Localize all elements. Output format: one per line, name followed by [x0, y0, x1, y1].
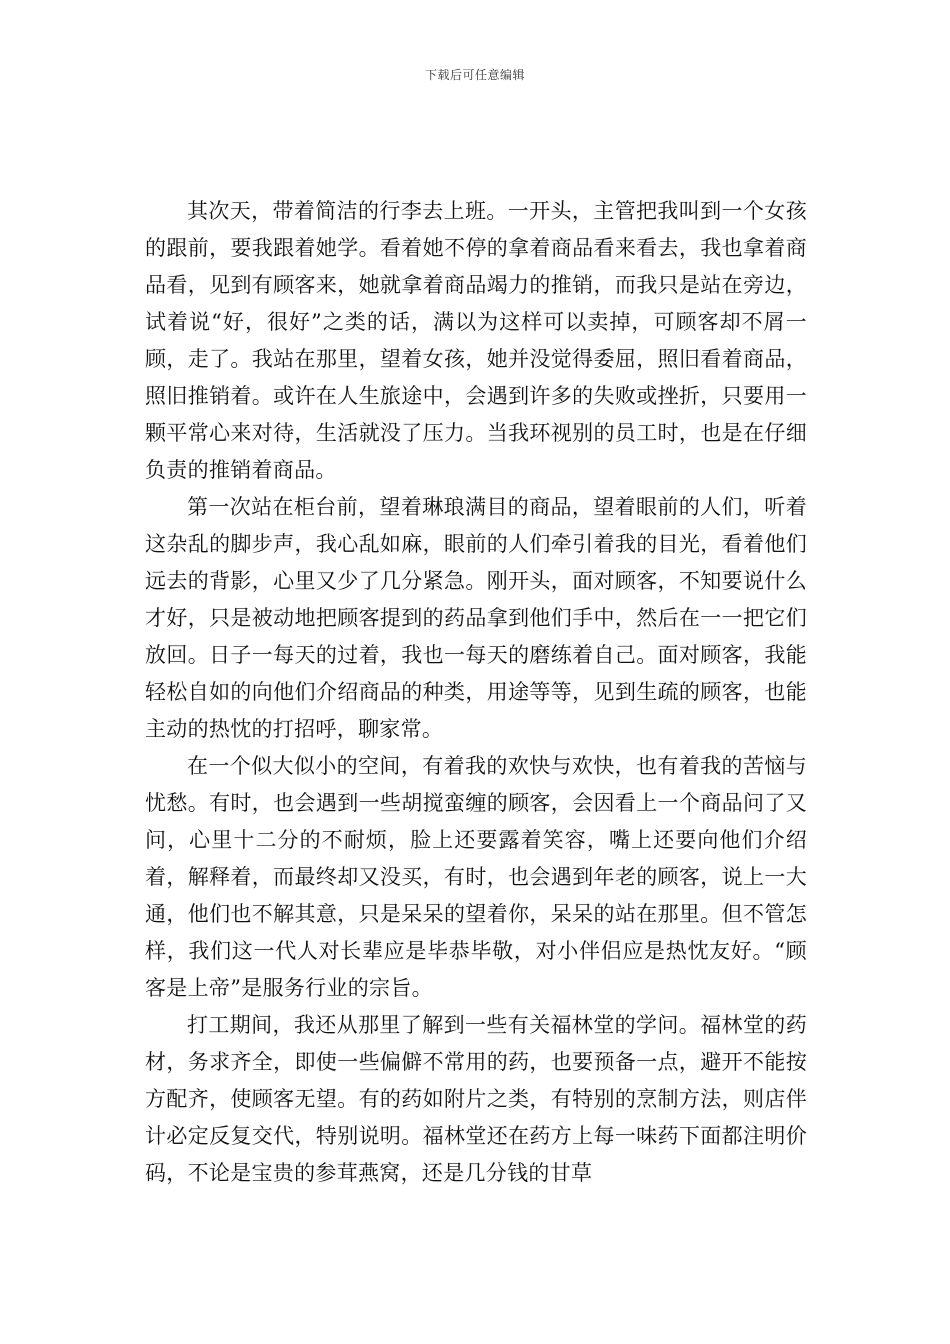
page-header: 下载后可任意编辑	[424, 68, 525, 82]
paragraph-2: 第一次站在柜台前，望着琳琅满目的商品，望着眼前的人们，听着这杂乱的脚步声，我心乱如麻，眼前的人们牵引着我的目光，看着他们远去的背影，心里又少了几分紧急。刚开头，面对顾客，不知要说什么才好，只是被动地把顾客提到的药品拿到他们手中，然后在一一把它们放回。日子一每天的过着，我也一每天的磨练着自己。面对顾客，我能轻松自如的向他们介绍商品的种类，用途等等，见到生疏的顾客，也能主动的热忱的打招呼，聊家常。	[145, 495, 807, 741]
paragraph-3: 在一个似大似小的空间，有着我的欢快与欢快，也有着我的苦恼与忧愁。有时，也会遇到一些胡搅蛮缠的顾客，会因看上一个商品问了又问，心里十二分的不耐烦，脸上还要露着笑容，嘴上还要向他们介绍着，解释着，而最终却又没买，有时，也会遇到年老的顾客，说上一大通，他们也不解其意，只是呆呆的望着你，呆呆的站在那里。但不管怎样，我们这一代人对长辈应是毕恭毕敬，对小伴侣应是热忱友好。“顾客是上帝”是服务行业的宗旨。	[145, 754, 807, 1000]
paragraph-1: 其次天，带着简洁的行李去上班。一开头，主管把我叫到一个女孩的跟前，要我跟着她学。看着她不停的拿着商品看来看去，我也拿着商品看，见到有顾客来，她就拿着商品竭力的推销，而我只是站在旁边，试着说“好，很好”之类的话，满以为这样可以卖掉，可顾客却不屑一顾，走了。我站在那里，望着女孩，她并没觉得委屈，照旧看着商品，照旧推销着。或许在人生旅途中，会遇到许多的失败或挫折，只要用一颗平常心来对待，生活就没了压力。当我环视别的员工时，也是在仔细负责的推销着商品。	[145, 199, 807, 482]
paragraph-4: 打工期间，我还从那里了解到一些有关福林堂的学问。福林堂的药材，务求齐全，即使一些偏僻不常用的药，也要预备一点，避开不能按方配齐，使顾客无望。有的药如附片之类，有特别的烹制方法，则店伴计必定反复交代，特别说明。福林堂还在药方上每一味药下面都注明价码，不论是宝贵的参茸燕窝，还是几分钱的甘草	[145, 1013, 807, 1185]
body-text	[145, 193, 807, 1192]
